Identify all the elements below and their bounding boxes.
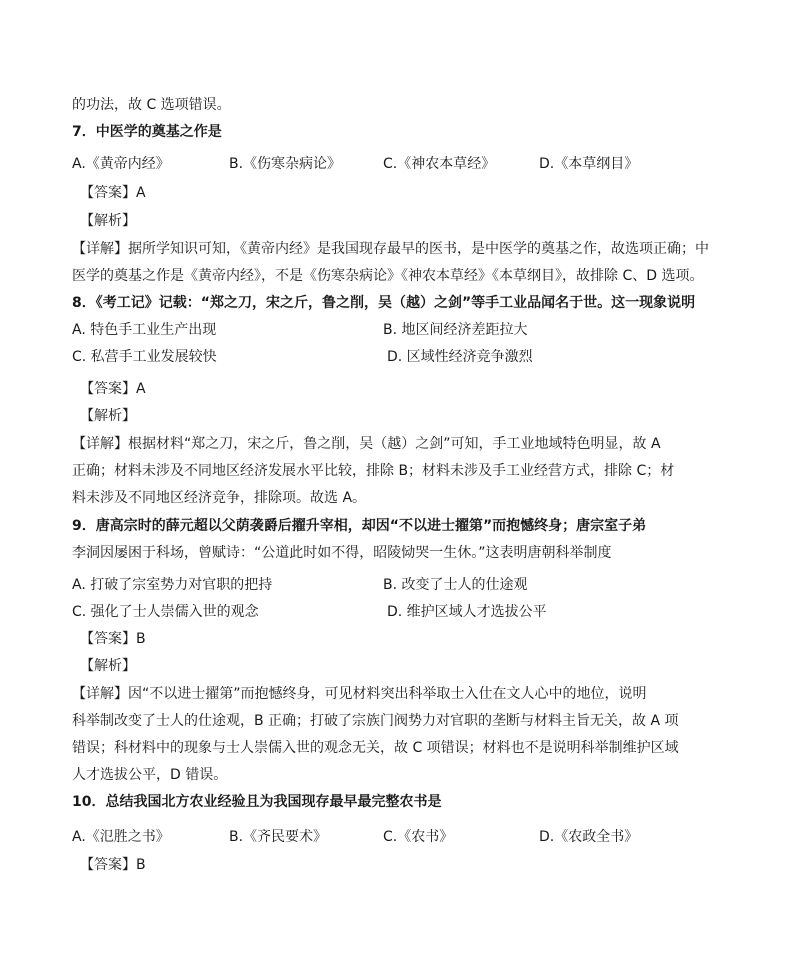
question-9-cont: 李洞因屡困于科场，曾赋诗：“公道此时如不得，昭陵恸哭一生休。”这表明唐朝科举制度 [72,545,612,561]
question-8: 8．《考工记》记载：“郑之刀，宋之斤，鲁之削，吴（越）之剑”等手工业品闻名于世。这一现象说明 [72,295,696,311]
option-d: D. 区域性经济竞争激烈 [387,349,533,365]
option-c: C.《农书》 [383,829,454,845]
option-b: B. 改变了士人的仕途观 [383,577,528,593]
answer-label: 【答案】B [80,631,146,647]
option-b: B. 地区间经济差距拉大 [383,322,528,338]
explanation-line: 人才选拔公平，D 错误。 [72,767,228,783]
answer-label: 【答案】B [80,857,146,873]
option-a: A.《黄帝内经》 [72,156,170,172]
question-9: 9．唐高宗时的薛元超以父荫袭爵后擢升宰相，却因“不以进士擢第”而抱憾终身；唐宗室子弟 [72,518,647,534]
option-c: C. 强化了士人崇儒入世的观念 [72,604,259,620]
explanation-line: 科举制改变了士人的仕途观，B 正确；打破了宗族门阀势力对官职的垄断与材料主旨无关，故 A 项 [72,713,679,729]
explanation-line: 【详解】因“不以进士擢第”而抱憾终身，可见材料突出科举取士入仕在文人心中的地位，说明 [72,686,647,702]
question-10: 10．总结我国北方农业经验且为我国现存最早最完整农书是 [72,794,442,810]
analysis-label: 【解析】 [80,658,136,674]
analysis-label: 【解析】 [80,213,136,229]
analysis-label: 【解析】 [80,408,136,424]
option-a: A. 打破了宗室势力对官职的把持 [72,577,273,593]
explanation-line: 错误；科材料中的现象与士人崇儒入世的观念无关，故 C 项错误；材料也不是说明科举制维护区域 [72,740,679,756]
option-d: D.《本草纲目》 [539,156,639,172]
option-b: B.《齐民要术》 [229,829,328,845]
explanation-line: 料未涉及不同地区经济竞争，排除项。故选 A。 [72,490,367,506]
option-d: D. 维护区域人才选拔公平 [387,604,547,620]
option-a: A.《氾胜之书》 [72,829,170,845]
explanation-line: 【详解】根据材料“郑之刀，宋之斤，鲁之削，吴（越）之剑”可知，手工业地域特色明显，故 A [72,436,661,452]
explanation-line: 【详解】据所学知识可知，《黄帝内经》是我国现存最早的医书，是中医学的奠基之作，故选项正确；中 [72,241,709,257]
option-c: C. 私营手工业发展较快 [72,349,217,365]
explanation-line: 医学的奠基之作是《黄帝内经》，不是《伤寒杂病论》《神农本草经》《本草纲目》，故排除 C、D 选项。 [72,268,704,284]
answer-label: 【答案】A [80,185,146,201]
question-7: 7．中医学的奠基之作是 [72,124,222,140]
option-a: A. 特色手工业生产出现 [72,322,217,338]
answer-label: 【答案】A [80,381,146,397]
option-c: C.《神农本草经》 [383,156,496,172]
text-line: 的功法，故 C 选项错误。 [72,97,231,113]
option-b: B.《伤寒杂病论》 [229,156,342,172]
option-d: D.《农政全书》 [539,829,639,845]
explanation-line: 正确；材料未涉及不同地区经济发展水平比较，排除 B；材料未涉及手工业经营方式，排除 C；材 [72,463,675,479]
